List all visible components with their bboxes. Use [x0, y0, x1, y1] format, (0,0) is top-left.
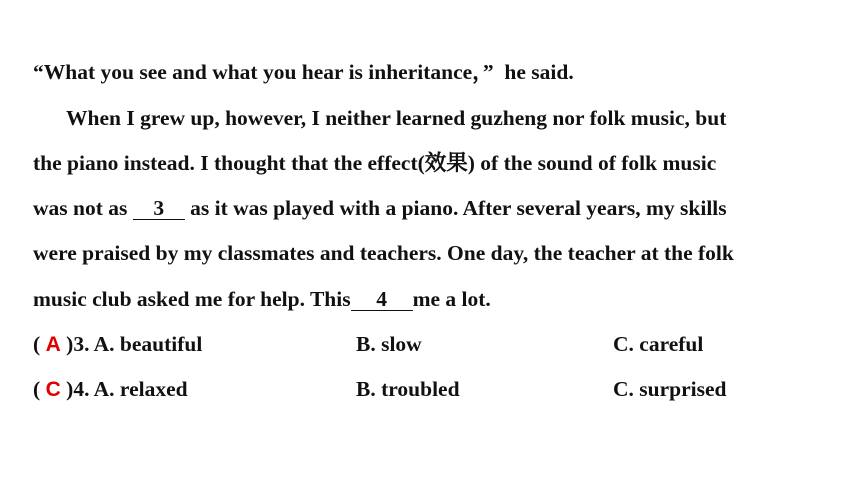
blank-3: 3	[133, 197, 185, 220]
question-4-stem: )4. A. relaxed	[66, 377, 188, 401]
passage-line-6	[33, 285, 491, 313]
passage-line-2: When I grew up, however, I neither learned guzheng nor folk music, but	[66, 106, 727, 130]
open-paren: (	[33, 332, 41, 356]
question-3-option-b: B. slow	[356, 332, 422, 356]
question-3-option-c: C. careful	[613, 332, 704, 356]
open-paren: (	[33, 377, 41, 401]
passage-line-4	[33, 194, 727, 222]
blank-4: 4	[351, 288, 413, 311]
question-4-stem-row	[33, 375, 188, 404]
line-4-after: as it was played with a piano. After several years, my skills	[184, 196, 727, 220]
answer-4: C	[45, 378, 61, 401]
question-4-option-c: C. surprised	[613, 377, 727, 401]
line-6-after: me a lot.	[412, 287, 491, 311]
question-3-stem: )3. A. beautiful	[66, 332, 203, 356]
passage-line-5: were praised by my classmates and teachers. One day, the teacher at the folk	[33, 241, 734, 265]
line-6-before: music club asked me for help. This	[33, 287, 351, 311]
answer-3: A	[45, 333, 61, 356]
passage-line-3: the piano instead. I thought that the effect(效果) of the sound of folk music	[33, 151, 717, 175]
question-3-stem-row	[33, 330, 202, 359]
line-4-before: was not as	[33, 196, 133, 220]
passage-line-1: “What you see and what you hear is inheritance，” he said.	[33, 60, 574, 84]
question-4-option-b: B. troubled	[356, 377, 460, 401]
